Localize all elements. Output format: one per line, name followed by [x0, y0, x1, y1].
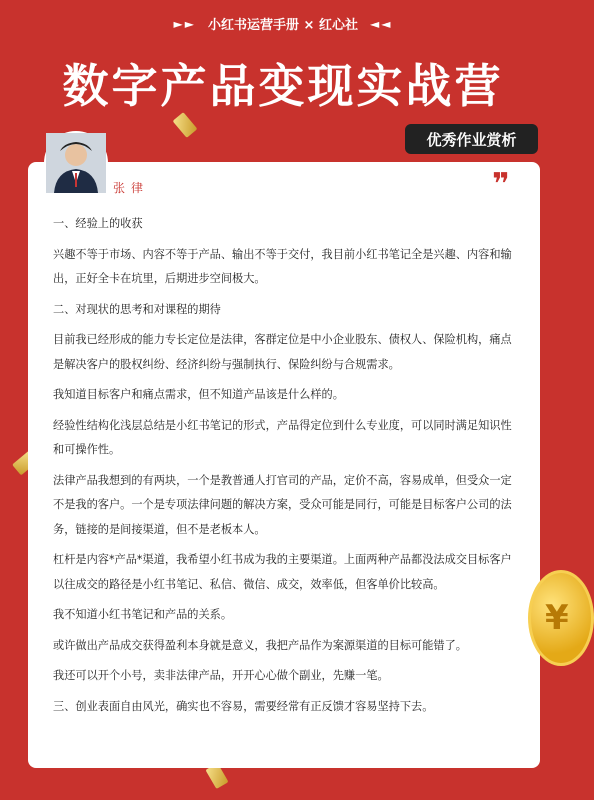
paragraph: 我还可以开个小号，卖非法律产品，开开心心做个副业，先赚一笔。	[53, 669, 389, 682]
paragraph: 我不知道小红书笔记和产品的关系。	[53, 608, 233, 621]
gold-coin-icon: ¥	[528, 570, 594, 666]
paragraph: 我知道目标客户和痛点需求，但不知道产品该是什么样的。	[53, 388, 344, 401]
paragraph: 经验性结构化浅层总结是小红书笔记的形式，产品得定位到什么专业度，可以同时满足知识性和可操作性。	[53, 418, 512, 456]
arrows-right-icon: ◄◄	[369, 16, 393, 31]
section-tag: 优秀作业赏析	[405, 124, 538, 154]
section-heading: 一、经验上的收获	[53, 217, 143, 230]
avatar	[44, 131, 108, 195]
article-body	[53, 212, 520, 725]
header-banner	[0, 14, 566, 33]
arrows-left-icon: ►►	[173, 16, 197, 31]
paragraph: 法律产品我想到的有两块，一个是教普通人打官司的产品，定价不高，容易成单，但受众一定不是我的客户。一个是专项法律问题的解决方案，受众可能是同行，可能是目标客户公司的法务，链接的是间接渠道，但不是老板本人。	[53, 473, 512, 536]
section-heading: 三、创业表面自由风光，确实也不容易，需要经常有正反馈才容易坚持下去。	[53, 699, 434, 713]
paragraph: 兴趣不等于市场、内容不等于产品、输出不等于交付，我目前小红书笔记全是兴趣、内容和输出，正好全卡在坑里，后期进步空间极大。	[53, 247, 512, 285]
paragraph: 目前我已经形成的能力专长定位是法律，客群定位是中小企业股东、债权人、保险机构，痛点是解决客户的股权纠纷、经济纠纷与强制执行、保险纠纷与合规需求。	[53, 333, 512, 371]
paragraph: 杠杆是内容*产品*渠道，我希望小红书成为我的主要渠道。上面两种产品都没法成交目标客户以往成交的路径是小红书笔记、私信、微信、成交，效率低，但客单价比较高。	[53, 553, 512, 591]
header-subtitle: 小红书运营手册 × 红心社	[208, 18, 358, 33]
author-name: 张律	[113, 181, 150, 195]
section-heading: 二、对现状的思考和对课程的期待	[53, 302, 221, 316]
avatar-photo-icon	[46, 133, 106, 193]
paragraph: 或许做出产品成交获得盈利本身就是意义，我把产品作为案源渠道的目标可能错了。	[53, 638, 467, 652]
quote-icon: ❞	[492, 167, 510, 202]
page-title: 数字产品变现实战营	[62, 59, 504, 113]
